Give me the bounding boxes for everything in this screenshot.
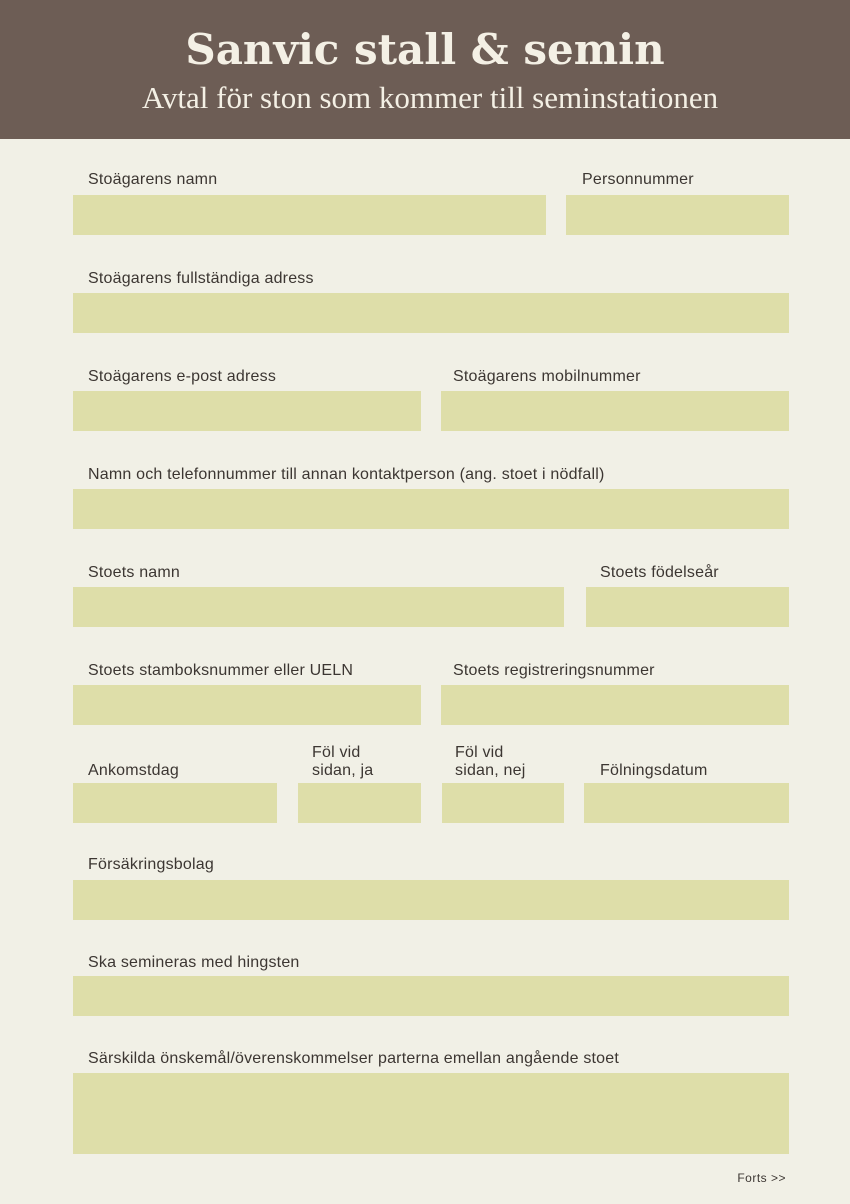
continued-note: Forts >> <box>737 1171 786 1185</box>
studbook-ueln-label: Stoets stamboksnummer eller UELN <box>88 662 354 679</box>
owner-mobile-field[interactable] <box>441 391 789 431</box>
foaling-date-field[interactable] <box>584 783 789 823</box>
personal-number-label: Personnummer <box>582 171 694 188</box>
arrival-date-field[interactable] <box>73 783 277 823</box>
mare-birth-year-label: Stoets födelseår <box>600 564 719 581</box>
mare-birth-year-field[interactable] <box>586 587 789 627</box>
stallion-label: Ska semineras med hingsten <box>88 954 300 971</box>
registration-number-field[interactable] <box>441 685 789 725</box>
foal-at-side-yes-field[interactable] <box>298 783 421 823</box>
owner-address-field[interactable] <box>73 293 789 333</box>
special-wishes-field[interactable] <box>73 1073 789 1154</box>
special-wishes-label: Särskilda önskemål/överenskommelser parterna emellan angående stoet <box>88 1050 620 1067</box>
owner-address-label: Stoägarens fullständiga adress <box>88 270 314 287</box>
owner-mobile-label: Stoägarens mobilnummer <box>453 368 641 385</box>
foaling-date-label: Fölningsdatum <box>600 762 708 779</box>
page-subtitle: Avtal för ston som kommer till seminstationen <box>141 80 719 115</box>
emergency-contact-field[interactable] <box>73 489 789 529</box>
page-title: Sanvic stall & semin <box>185 25 665 74</box>
insurance-company-field[interactable] <box>73 880 789 920</box>
foal-at-side-no-field[interactable] <box>442 783 564 823</box>
owner-name-field[interactable] <box>73 195 546 235</box>
owner-name-label: Stoägarens namn <box>88 171 218 188</box>
page-header <box>0 0 850 139</box>
owner-email-field[interactable] <box>73 391 421 431</box>
registration-number-label: Stoets registreringsnummer <box>453 662 655 679</box>
personal-number-field[interactable] <box>566 195 789 235</box>
mare-name-field[interactable] <box>73 587 564 627</box>
owner-email-label: Stoägarens e-post adress <box>88 368 277 385</box>
foal-at-side-no-label: Föl vid sidan, nej <box>455 744 526 779</box>
arrival-date-label: Ankomstdag <box>88 762 179 779</box>
foal-at-side-yes-label: Föl vid sidan, ja <box>312 744 374 779</box>
stallion-field[interactable] <box>73 976 789 1016</box>
mare-name-label: Stoets namn <box>88 564 181 581</box>
emergency-contact-label: Namn och telefonnummer till annan kontaktperson (ang. stoet i nödfall) <box>88 466 605 483</box>
studbook-ueln-field[interactable] <box>73 685 421 725</box>
insurance-company-label: Försäkringsbolag <box>88 856 214 873</box>
